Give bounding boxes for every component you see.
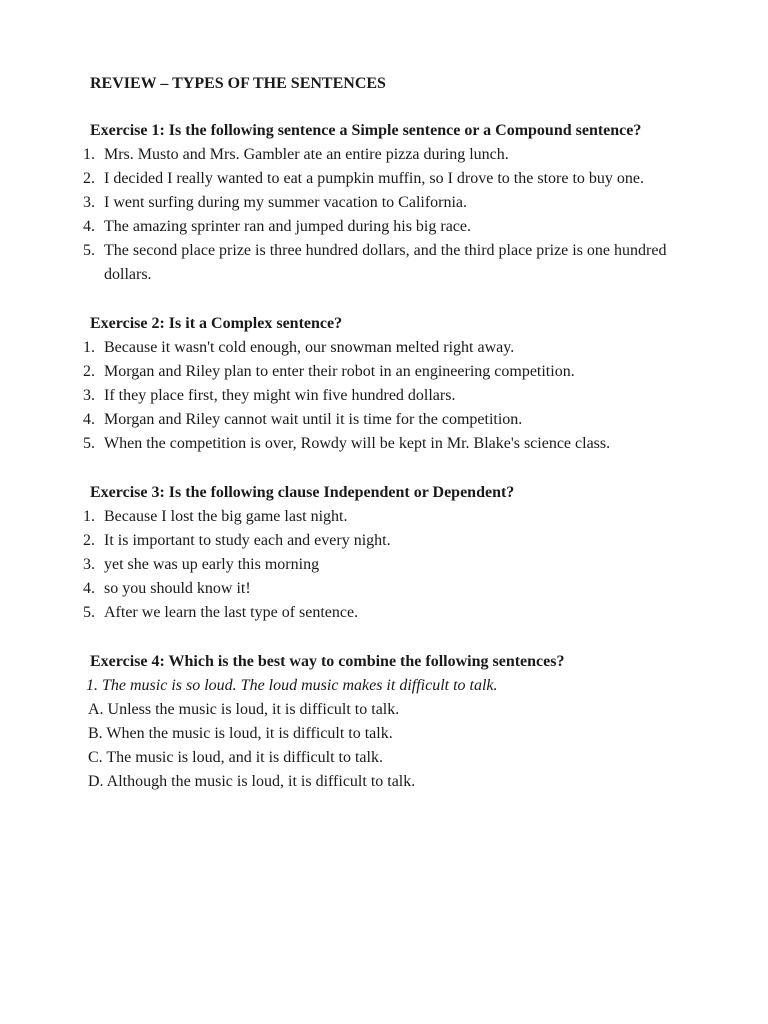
list-item: 4. so you should know it! xyxy=(83,580,251,597)
exercise-1 xyxy=(83,119,680,287)
exercise-2-heading: Exercise 2: Is it a Complex sentence? xyxy=(90,315,343,332)
list-item: 4. The amazing sprinter ran and jumped during his big race. xyxy=(83,218,471,235)
document-page xyxy=(83,73,680,819)
exercise-4-question xyxy=(86,674,680,698)
list-item: 2. Morgan and Riley plan to enter their robot in an engineering competition. xyxy=(83,363,575,380)
exercise-3-list xyxy=(83,505,680,625)
answer-option-d: D. Although the music is loud, it is difficult to talk. xyxy=(88,773,416,790)
list-item: 3. yet she was up early this morning xyxy=(83,556,320,573)
exercise-1-heading: Exercise 1: Is the following sentence a Simple sentence or a Compound sentence? xyxy=(90,122,642,139)
list-item: 1. Because I lost the big game last night. xyxy=(83,508,348,525)
list-item: 2. I decided I really wanted to eat a pumpkin muffin, so I drove to the store to buy one. xyxy=(83,170,644,187)
exercise-4-heading: Exercise 4: Which is the best way to combine the following sentences? xyxy=(90,653,565,670)
list-item: 5. The second place prize is three hundred dollars, and the third place prize is one hundred dollars. xyxy=(83,242,667,283)
list-item: 1. Mrs. Musto and Mrs. Gambler ate an entire pizza during lunch. xyxy=(83,146,509,163)
question-text: The music is so loud. The loud music makes it difficult to talk. xyxy=(102,677,498,694)
exercise-3 xyxy=(83,481,680,625)
list-item: 3. If they place first, they might win five hundred dollars. xyxy=(83,387,456,404)
list-item: 5. When the competition is over, Rowdy will be kept in Mr. Blake's science class. xyxy=(83,435,611,452)
list-item: 2. It is important to study each and every night. xyxy=(83,532,391,549)
list-item: 3. I went surfing during my summer vacation to California. xyxy=(83,194,468,211)
answer-option-a: A. Unless the music is loud, it is difficult to talk. xyxy=(88,701,400,718)
document-title: REVIEW – TYPES OF THE SENTENCES xyxy=(90,75,386,92)
exercise-1-list xyxy=(83,143,680,287)
list-item: 4. Morgan and Riley cannot wait until it is time for the competition. xyxy=(83,411,523,428)
list-item: 1. Because it wasn't cold enough, our snowman melted right away. xyxy=(83,339,515,356)
exercise-2 xyxy=(83,312,680,456)
exercise-3-heading: Exercise 3: Is the following clause Independent or Dependent? xyxy=(90,484,515,501)
answer-option-b: B. When the music is loud, it is difficult to talk. xyxy=(88,725,393,742)
exercise-4 xyxy=(86,650,680,794)
answer-option-c: C. The music is loud, and it is difficult to talk. xyxy=(88,749,383,766)
list-item: 5. After we learn the last type of sentence. xyxy=(83,604,359,621)
question-number: 1. xyxy=(86,677,98,694)
exercise-2-list xyxy=(83,336,680,456)
